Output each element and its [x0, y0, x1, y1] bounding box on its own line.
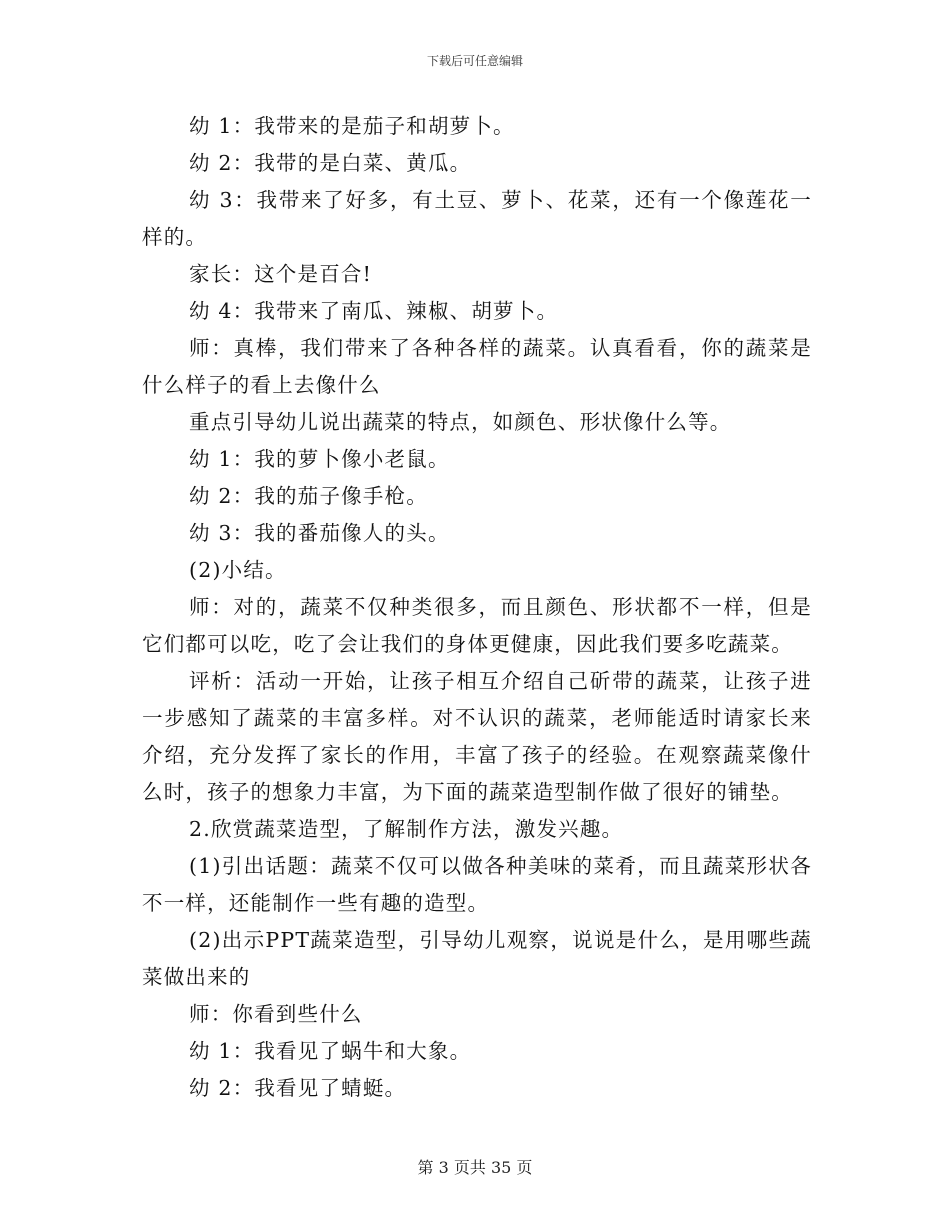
paragraph: 幼 3：我带来了好多，有土豆、萝卜、花菜，还有一个像莲花一样的。	[142, 188, 812, 249]
page-number: 第 3 页共 35 页	[417, 1158, 533, 1177]
paragraph: 幼 2：我看见了蜻蜓。	[189, 1076, 407, 1100]
paragraph: 评析：活动一开始，让孩子相互介绍自己斫带的蔬菜，让孩子进一步感知了蔬菜的丰富多样。对不认识的蔬菜，老师能适时请家长来介绍，充分发挥了家长的作用，丰富了孩子的经验。在观察蔬菜像什么时，孩子的想象力丰富，为下面的蔬菜造型制作做了很好的铺垫。	[142, 669, 812, 804]
paragraph: (2)出示PPT蔬菜造型，引导幼儿观察，说说是什么，是用哪些蔬菜做出来的	[142, 928, 812, 989]
paragraph: (1)引出话题：蔬菜不仅可以做各种美味的菜肴，而且蔬菜形状各不一样，还能制作一些有趣的造型。	[142, 854, 812, 915]
page-header-note: 下载后可任意编辑	[426, 54, 523, 68]
paragraph: 幼 1：我带来的是茄子和胡萝卜。	[189, 114, 515, 138]
paragraph: 幼 3：我的番茄像人的头。	[189, 521, 450, 545]
paragraph: 幼 1：我的萝卜像小老鼠。	[189, 447, 450, 471]
paragraph: 重点引导幼儿说出蔬菜的特点，如颜色、形状像什么等。	[189, 410, 732, 434]
paragraph: 幼 1：我看见了蜗牛和大象。	[189, 1039, 472, 1063]
paragraph: 师：对的，蔬菜不仅种类很多，而且颜色、形状都不一样，但是它们都可以吃，吃了会让我们的身体更健康，因此我们要多吃蔬菜。	[142, 595, 812, 656]
paragraph: 幼 2：我的茄子像手枪。	[189, 484, 428, 508]
paragraph: 幼 2：我带的是白菜、黄瓜。	[189, 151, 472, 175]
paragraph: 家长：这个是百合!	[189, 262, 373, 286]
paragraph: 幼 4：我带来了南瓜、辣椒、胡萝卜。	[189, 299, 559, 323]
document-body	[142, 108, 812, 1107]
paragraph: 师：真棒，我们带来了各种各样的蔬菜。认真看看，你的蔬菜是什么样子的看上去像什么	[142, 336, 812, 397]
section-heading: 2.欣赏蔬菜造型，了解制作方法，激发兴趣。	[189, 817, 624, 841]
paragraph: (2)小结。	[189, 558, 287, 582]
paragraph: 师：你看到些什么	[189, 1002, 363, 1026]
